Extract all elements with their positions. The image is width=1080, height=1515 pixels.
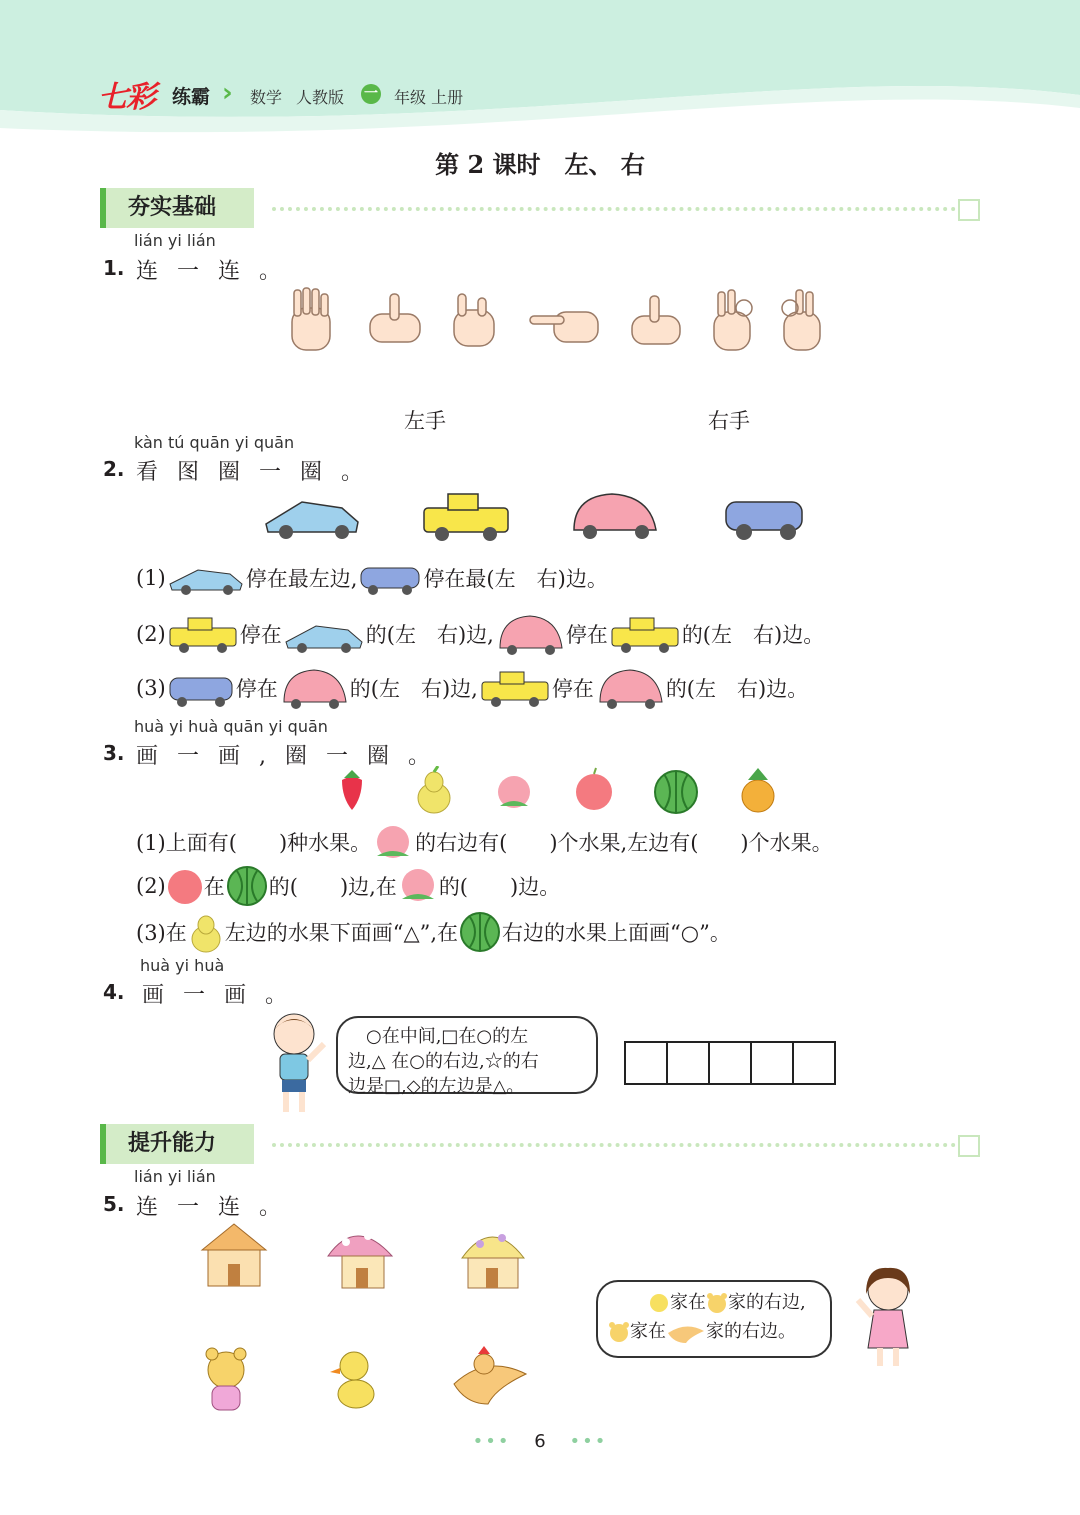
q2-l2-b: 的(左 右)边, [365, 623, 494, 647]
q5-bubble-l1-a: 家在 [670, 1292, 706, 1313]
chevron-right-icon: › [222, 78, 233, 108]
watermelon-icon [458, 911, 502, 953]
q2-l2-prefix: (2) [136, 622, 166, 646]
q3-line-1 [136, 822, 833, 862]
q1-text: 连 一 连 。 [136, 259, 287, 284]
section-divider [272, 1143, 956, 1147]
pineapple-icon [742, 768, 774, 812]
q3-l3-b: 右边的水果上面画“○”。 [502, 921, 731, 945]
q3-text: 画 一 画 , 圈 一 圈 。 [136, 744, 436, 769]
edition-label: 人教版 [296, 88, 345, 107]
houses-row [196, 1216, 546, 1296]
watermelon-icon [225, 865, 269, 907]
q1-pinyin: lián yi lián [134, 231, 216, 250]
q5-bubble-l2-a: 家在 [630, 1321, 666, 1342]
hands-row [282, 286, 834, 356]
answer-box[interactable] [708, 1041, 752, 1085]
q2-text: 看 图 圈 一 圈 。 [136, 460, 369, 485]
girl-icon [852, 1264, 922, 1372]
yellow-mushroom-house-icon [462, 1234, 524, 1288]
q3-line-2 [136, 865, 560, 907]
section-square-icon [958, 1135, 980, 1157]
q4-text: 画 一 画 。 [142, 983, 293, 1008]
q2-pinyin: kàn tú quān yi quān [134, 433, 295, 452]
answer-box[interactable] [624, 1041, 668, 1085]
q4-number: 4. [103, 980, 125, 1004]
boy-icon [262, 1008, 330, 1116]
duck-icon [648, 1292, 670, 1314]
thumbs-up-hand-icon [632, 296, 680, 344]
q5-speech-bubble [596, 1280, 832, 1358]
grade-number: 一 [361, 84, 381, 104]
header-band [0, 0, 1080, 140]
brick-house-icon [202, 1224, 266, 1286]
q4-bubble-line-2: 边,△ 在○的右边,☆的右 [348, 1051, 539, 1072]
q2-line-3 [136, 666, 808, 710]
q2-l3-c: 停在 [551, 677, 594, 701]
q3-l1-b: 的右边有( )个水果,左边有( )个水果。 [415, 831, 833, 855]
q2-l3-prefix: (3) [136, 676, 166, 700]
q3-pinyin: huà yi huà quān yi quān [134, 717, 328, 736]
left-hand-label: 左手 [404, 409, 446, 433]
bear-icon [706, 1292, 728, 1314]
cars-row [262, 486, 808, 548]
yellow-truck-icon [166, 614, 240, 654]
q2-line-2 [136, 612, 824, 656]
answer-box[interactable] [750, 1041, 794, 1085]
answer-boxes[interactable] [624, 1041, 836, 1085]
open-hand-icon [292, 288, 330, 350]
ok-hand-icon [714, 290, 752, 350]
q2-number: 2. [103, 457, 125, 481]
subject-label: 数学 [250, 88, 283, 107]
q4-bubble-line-3: 边是□,◇的左边是△。 [348, 1076, 525, 1097]
q5-number: 5. [103, 1192, 125, 1216]
section-square-icon [958, 199, 980, 221]
rooster-icon [454, 1346, 526, 1404]
section-divider [272, 207, 956, 211]
race-car-icon [266, 502, 358, 539]
pear-icon [187, 911, 225, 953]
q3-l3-a: 左边的水果下面画“△”,在 [224, 921, 459, 945]
animals-row [196, 1344, 546, 1420]
rooster-icon [666, 1321, 706, 1343]
q2-l1-prefix: (1) [136, 566, 166, 590]
dots-left-icon: ••• [472, 1431, 511, 1452]
bear-icon [608, 1321, 630, 1343]
thumbs-up-hand-icon [370, 294, 420, 342]
q2-l1-b: 停在最(左 右)边。 [423, 567, 608, 591]
peach-icon [498, 776, 530, 808]
q5-pinyin: lián yi lián [134, 1167, 216, 1186]
section-basic: 夯实基础 [100, 188, 254, 228]
fruits-row [334, 766, 784, 816]
q3-l2-b: 的( )边,在 [268, 875, 397, 899]
peach-icon [397, 866, 439, 906]
bear-icon [206, 1348, 246, 1410]
q5-bubble-l2-b: 家的右边。 [706, 1321, 796, 1342]
pink-car-icon [494, 612, 566, 656]
yellow-truck-icon [608, 614, 682, 654]
pink-car-icon [278, 666, 350, 710]
q5-bubble-line-2 [608, 1319, 830, 1344]
q3-l2-a: 在 [203, 875, 225, 899]
ok-hand-icon [782, 290, 820, 350]
pear-icon [418, 766, 450, 813]
yellow-truck-icon [424, 494, 508, 541]
q4-speech-bubble [336, 1016, 598, 1097]
q3-l2-prefix: (2) [136, 874, 166, 898]
q2-l1-a: 停在最左边, [245, 567, 358, 591]
pink-car-icon [594, 666, 666, 710]
q5-bubble-l1-b: 家的右边, [728, 1292, 806, 1313]
pointing-hand-icon [530, 312, 598, 342]
yellow-truck-icon [478, 668, 552, 708]
q2-l3-d: 的(左 右)边。 [665, 677, 809, 701]
fist-hand-icon [454, 294, 494, 346]
q2-line-1 [136, 560, 608, 596]
strawberry-icon [342, 770, 362, 810]
apple-icon [576, 768, 612, 810]
q4-pinyin: huà yi huà [140, 956, 225, 975]
q2-l3-b: 的(左 右)边, [349, 677, 478, 701]
dots-right-icon: ••• [569, 1431, 608, 1452]
pink-mushroom-house-icon [328, 1232, 392, 1288]
blue-jeep-icon [726, 502, 802, 540]
lesson-title: 第 2 课时 左、 右 [435, 150, 645, 179]
blue-jeep-icon [166, 668, 236, 708]
q3-l2-c: 的( )边。 [438, 875, 561, 899]
q2-l2-a: 停在 [239, 623, 282, 647]
answer-box[interactable] [666, 1041, 710, 1085]
q3-number: 3. [103, 741, 125, 765]
q4-bubble-line-1: ○在中间,□在○的左 [348, 1026, 529, 1047]
q1-number: 1. [103, 256, 125, 280]
pink-car-icon [574, 494, 656, 539]
q2-l2-c: 停在 [565, 623, 608, 647]
watermelon-icon [655, 771, 697, 813]
brand-logo: 七彩 [98, 80, 154, 115]
q3-l1-a: (1)上面有( )种水果。 [136, 831, 372, 855]
race-car-icon [282, 614, 366, 654]
q3-line-3 [136, 911, 731, 953]
page-number-row [0, 1431, 1080, 1452]
apple-icon [166, 866, 204, 906]
q2-l3-a: 停在 [235, 677, 278, 701]
q2-l2-d: 的(左 右)边。 [681, 623, 825, 647]
brand-suffix: 练霸 [172, 86, 211, 108]
blue-jeep-icon [357, 560, 423, 596]
q3-l3-prefix: (3)在 [136, 921, 187, 945]
duck-icon [330, 1352, 374, 1408]
right-hand-label: 右手 [708, 409, 750, 433]
peach-icon [371, 822, 415, 862]
page-number: 6 [534, 1431, 546, 1452]
section-advance: 提升能力 [100, 1124, 254, 1164]
race-car-icon [166, 560, 246, 596]
q5-bubble-line-1 [608, 1290, 830, 1315]
answer-box[interactable] [792, 1041, 836, 1085]
grade-label: 年级 上册 [394, 88, 464, 107]
q5-text: 连 一 连 。 [136, 1195, 287, 1220]
